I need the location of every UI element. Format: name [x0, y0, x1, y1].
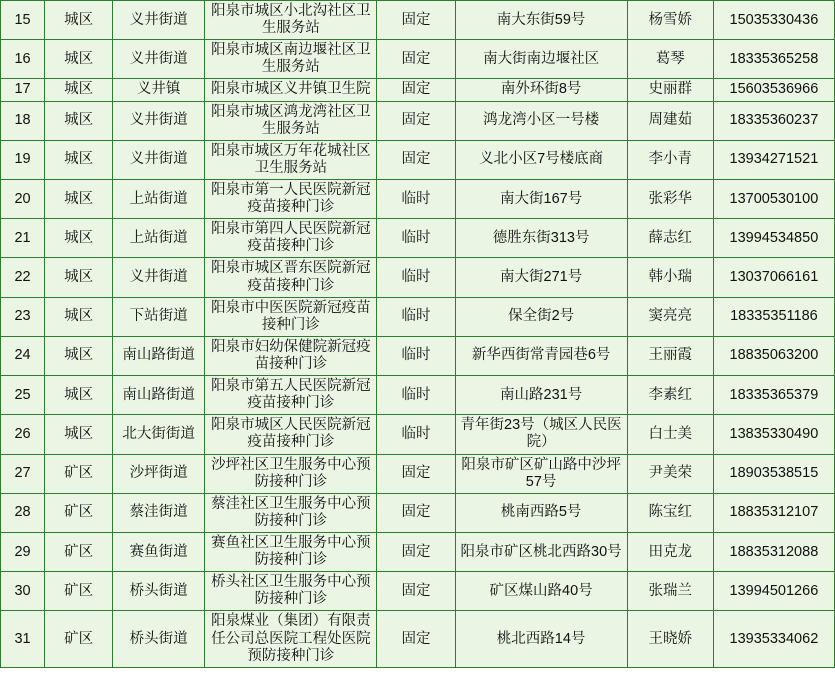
- cell-district: 城区: [45, 179, 113, 218]
- cell-street: 赛鱼街道: [113, 532, 205, 571]
- cell-district: 城区: [45, 376, 113, 415]
- cell-phone: 13037066161: [713, 258, 834, 297]
- cell-type: 临时: [377, 376, 455, 415]
- cell-contact: 田克龙: [627, 532, 713, 571]
- table-row: [1, 415, 835, 454]
- cell-index: 24: [1, 336, 45, 375]
- cell-street: 上站街道: [113, 179, 205, 218]
- cell-type: 临时: [377, 336, 455, 375]
- cell-street: 蔡洼街道: [113, 493, 205, 532]
- table-row: [1, 40, 835, 79]
- cell-address: 矿区煤山路40号: [455, 572, 627, 611]
- cell-site: 阳泉煤业（集团）有限责任公司总医院工程处医院预防接种门诊: [205, 611, 377, 667]
- cell-street: 义井街道: [113, 101, 205, 140]
- cell-street: 义井街道: [113, 140, 205, 179]
- cell-index: 21: [1, 219, 45, 258]
- cell-index: 18: [1, 101, 45, 140]
- cell-type: 固定: [377, 101, 455, 140]
- cell-contact: 王晓娇: [627, 611, 713, 667]
- cell-site: 沙坪社区卫生服务中心预防接种门诊: [205, 454, 377, 493]
- cell-address: 阳泉市矿区桃北西路30号: [455, 532, 627, 571]
- cell-phone: 18835063200: [713, 336, 834, 375]
- cell-address: 桃北西路14号: [455, 611, 627, 667]
- cell-address: 南大街167号: [455, 179, 627, 218]
- cell-street: 桥头街道: [113, 572, 205, 611]
- cell-address: 南大街271号: [455, 258, 627, 297]
- cell-street: 下站街道: [113, 297, 205, 336]
- cell-site: 阳泉市第四人民医院新冠疫苗接种门诊: [205, 219, 377, 258]
- cell-type: 临时: [377, 179, 455, 218]
- table-row: [1, 1, 835, 40]
- cell-district: 城区: [45, 79, 113, 101]
- cell-site: 阳泉市城区小北沟社区卫生服务站: [205, 1, 377, 40]
- cell-contact: 窦亮亮: [627, 297, 713, 336]
- table-row: [1, 493, 835, 532]
- cell-phone: 18835312107: [713, 493, 834, 532]
- cell-phone: 18335365379: [713, 376, 834, 415]
- cell-contact: 杨雪娇: [627, 1, 713, 40]
- cell-type: 临时: [377, 297, 455, 336]
- table-row: [1, 297, 835, 336]
- cell-contact: 王丽霞: [627, 336, 713, 375]
- cell-district: 城区: [45, 101, 113, 140]
- cell-site: 赛鱼社区卫生服务中心预防接种门诊: [205, 532, 377, 571]
- cell-site: 阳泉市城区人民医院新冠疫苗接种门诊: [205, 415, 377, 454]
- cell-district: 城区: [45, 258, 113, 297]
- cell-site: 阳泉市城区鸿龙湾社区卫生服务站: [205, 101, 377, 140]
- cell-phone: 18335360237: [713, 101, 834, 140]
- cell-site: 阳泉市城区晋东医院新冠疫苗接种门诊: [205, 258, 377, 297]
- cell-contact: 李素红: [627, 376, 713, 415]
- cell-phone: 15035330436: [713, 1, 834, 40]
- cell-site: 阳泉市城区南边堰社区卫生服务站: [205, 40, 377, 79]
- cell-contact: 尹美荣: [627, 454, 713, 493]
- cell-street: 义井街道: [113, 258, 205, 297]
- cell-index: 16: [1, 40, 45, 79]
- cell-site: 蔡洼社区卫生服务中心预防接种门诊: [205, 493, 377, 532]
- cell-phone: 18835312088: [713, 532, 834, 571]
- table-row: [1, 219, 835, 258]
- table-row: [1, 376, 835, 415]
- cell-type: 临时: [377, 258, 455, 297]
- cell-index: 25: [1, 376, 45, 415]
- cell-address: 南外环街8号: [455, 79, 627, 101]
- table-row: [1, 258, 835, 297]
- cell-district: 矿区: [45, 454, 113, 493]
- cell-address: 德胜东街313号: [455, 219, 627, 258]
- cell-district: 城区: [45, 40, 113, 79]
- cell-district: 城区: [45, 140, 113, 179]
- cell-street: 北大街街道: [113, 415, 205, 454]
- cell-phone: 18335365258: [713, 40, 834, 79]
- cell-index: 23: [1, 297, 45, 336]
- cell-site: 阳泉市城区万年花城社区卫生服务站: [205, 140, 377, 179]
- cell-index: 22: [1, 258, 45, 297]
- cell-index: 19: [1, 140, 45, 179]
- cell-street: 义井镇: [113, 79, 205, 101]
- cell-district: 城区: [45, 219, 113, 258]
- cell-address: 桃南西路5号: [455, 493, 627, 532]
- cell-phone: 15603536966: [713, 79, 834, 101]
- cell-phone: 18335351186: [713, 297, 834, 336]
- cell-district: 矿区: [45, 532, 113, 571]
- cell-type: 固定: [377, 79, 455, 101]
- cell-address: 保全街2号: [455, 297, 627, 336]
- cell-address: 新华西街常青园巷6号: [455, 336, 627, 375]
- cell-contact: 葛琴: [627, 40, 713, 79]
- cell-type: 固定: [377, 1, 455, 40]
- cell-index: 29: [1, 532, 45, 571]
- cell-contact: 韩小瑞: [627, 258, 713, 297]
- cell-district: 城区: [45, 297, 113, 336]
- cell-address: 鸿龙湾小区一号楼: [455, 101, 627, 140]
- table-row: [1, 179, 835, 218]
- cell-index: 20: [1, 179, 45, 218]
- table-row: [1, 336, 835, 375]
- cell-contact: 史丽群: [627, 79, 713, 101]
- cell-district: 矿区: [45, 572, 113, 611]
- cell-address: 南大街南边堰社区: [455, 40, 627, 79]
- cell-contact: 白士美: [627, 415, 713, 454]
- cell-street: 上站街道: [113, 219, 205, 258]
- cell-street: 桥头街道: [113, 611, 205, 667]
- table-row: [1, 611, 835, 667]
- cell-street: 义井街道: [113, 40, 205, 79]
- cell-district: 城区: [45, 1, 113, 40]
- cell-index: 31: [1, 611, 45, 667]
- cell-site: 桥头社区卫生服务中心预防接种门诊: [205, 572, 377, 611]
- cell-type: 固定: [377, 493, 455, 532]
- cell-site: 阳泉市中医医院新冠疫苗接种门诊: [205, 297, 377, 336]
- cell-site: 阳泉市妇幼保健院新冠疫苗接种门诊: [205, 336, 377, 375]
- cell-street: 南山路街道: [113, 336, 205, 375]
- cell-type: 固定: [377, 40, 455, 79]
- cell-type: 临时: [377, 219, 455, 258]
- cell-type: 固定: [377, 572, 455, 611]
- cell-district: 矿区: [45, 611, 113, 667]
- table-row: [1, 79, 835, 101]
- cell-contact: 张彩华: [627, 179, 713, 218]
- cell-phone: 13994534850: [713, 219, 834, 258]
- cell-type: 固定: [377, 140, 455, 179]
- cell-phone: 13700530100: [713, 179, 834, 218]
- cell-address: 南山路231号: [455, 376, 627, 415]
- cell-phone: 13934271521: [713, 140, 834, 179]
- cell-street: 义井街道: [113, 1, 205, 40]
- cell-index: 27: [1, 454, 45, 493]
- cell-site: 阳泉市第五人民医院新冠疫苗接种门诊: [205, 376, 377, 415]
- cell-site: 阳泉市城区义井镇卫生院: [205, 79, 377, 101]
- cell-index: 28: [1, 493, 45, 532]
- cell-type: 固定: [377, 611, 455, 667]
- cell-contact: 薛志红: [627, 219, 713, 258]
- table-row: [1, 532, 835, 571]
- cell-index: 26: [1, 415, 45, 454]
- table-row: [1, 140, 835, 179]
- cell-district: 矿区: [45, 493, 113, 532]
- cell-phone: 18903538515: [713, 454, 834, 493]
- table-body: [1, 1, 835, 668]
- cell-address: 青年街23号（城区人民医院）: [455, 415, 627, 454]
- cell-phone: 13835330490: [713, 415, 834, 454]
- cell-type: 临时: [377, 415, 455, 454]
- table-row: [1, 572, 835, 611]
- cell-index: 15: [1, 1, 45, 40]
- cell-address: 阳泉市矿区矿山路中沙坪57号: [455, 454, 627, 493]
- cell-district: 城区: [45, 336, 113, 375]
- cell-contact: 周建茹: [627, 101, 713, 140]
- cell-contact: 陈宝红: [627, 493, 713, 532]
- cell-district: 城区: [45, 415, 113, 454]
- table-row: [1, 101, 835, 140]
- table-row: [1, 454, 835, 493]
- cell-site: 阳泉市第一人民医院新冠疫苗接种门诊: [205, 179, 377, 218]
- cell-type: 固定: [377, 454, 455, 493]
- cell-street: 南山路街道: [113, 376, 205, 415]
- cell-address: 南大东街59号: [455, 1, 627, 40]
- cell-phone: 13994501266: [713, 572, 834, 611]
- cell-contact: 张瑞兰: [627, 572, 713, 611]
- cell-phone: 13935334062: [713, 611, 834, 667]
- cell-street: 沙坪街道: [113, 454, 205, 493]
- cell-index: 30: [1, 572, 45, 611]
- cell-index: 17: [1, 79, 45, 101]
- cell-type: 固定: [377, 532, 455, 571]
- cell-address: 义北小区7号楼底商: [455, 140, 627, 179]
- cell-contact: 李小青: [627, 140, 713, 179]
